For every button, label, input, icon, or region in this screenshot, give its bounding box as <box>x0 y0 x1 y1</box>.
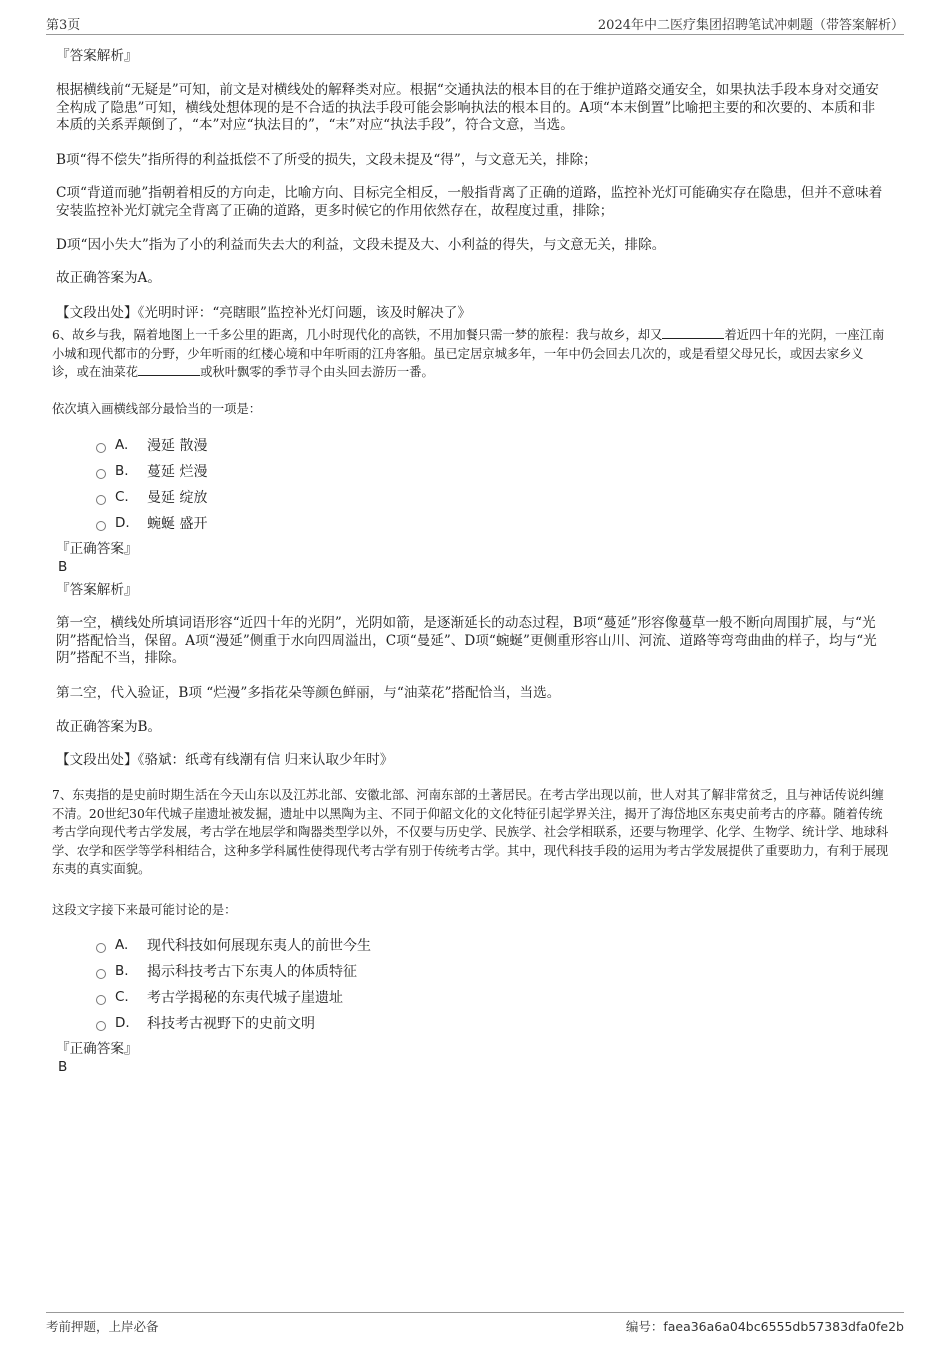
footer-slogan: 考前押题，上岸必备 <box>46 1319 159 1334</box>
radio-icon[interactable] <box>96 495 106 505</box>
q7-answer: B <box>58 1059 68 1075</box>
q7-answer-heading: 『正确答案』 <box>56 1041 138 1057</box>
radio-icon[interactable] <box>96 1021 106 1031</box>
q5-analysis-paragraph-1: 根据横线前“无疑是”可知，前文是对横线处的解释类对应。根据“交通执法的根本目的在于维护道路交通安全，如果执法手段本身对交通安全构成了隐患”可知，横线处想体现的是不合适的执法手段可能会影响执法的根本目的。A项“本末倒置”比喻把主要的和次要的、本质和非本质的关系弄颠倒了，“本”对应“执法目的”，“末”对应“执法手段”，符合文意，当选。 <box>56 82 879 133</box>
q6-analysis-paragraph-2: 第二空，代入验证，B项 “烂漫”多指花朵等颜色鲜丽，与“油菜花”搭配恰当，当选。 <box>56 685 561 701</box>
q6-answer-statement: 故正确答案为B。 <box>56 719 162 735</box>
q6-option-c[interactable]: C. 曼延 绽放 <box>96 484 207 510</box>
q5-analysis-paragraph-3: C项“背道而驰”指朝着相反的方向走，比喻方向、目标完全相反，一般指背离了正确的道路，监控补光灯可能确实存在隐患，但并不意味着安装监控补光灯就完全背离了正确的道路，更多时候它的作用依然存在，故程度过重，排除； <box>56 185 883 219</box>
q7-option-c[interactable]: C. 考古学揭秘的东夷代城子崖遗址 <box>96 984 371 1010</box>
radio-icon[interactable] <box>96 521 106 531</box>
q5-analysis-paragraph-4: D项“因小失大”指为了小的利益而失去大的利益，文段未提及大、小利益的得失，与文意无关，排除。 <box>56 237 666 253</box>
radio-icon[interactable] <box>96 969 106 979</box>
q7-option-b[interactable]: B. 揭示科技考古下东夷人的体质特征 <box>96 958 371 984</box>
q6-options <box>96 432 207 536</box>
q7-prompt: 这段文字接下来最可能讨论的是： <box>52 903 237 917</box>
q7-option-a[interactable]: A. 现代科技如何展现东夷人的前世今生 <box>96 932 371 958</box>
page-footer <box>46 1312 904 1335</box>
page-number: 第3页 <box>46 18 81 33</box>
q6-answer-heading: 『正确答案』 <box>56 541 138 557</box>
radio-icon[interactable] <box>96 443 106 453</box>
q6-prompt: 依次填入画横线部分最恰当的一项是： <box>52 402 262 416</box>
q7-stem: 7、东夷指的是史前时期生活在今天山东以及江苏北部、安徽北部、河南东部的土著居民。在考古学出现以前，世人对其了解非常贫乏，且与神话传说纠缠不清。20世纪30年代城子崖遗址被发掘，遗址中以黑陶为主、不同于仰韶文化的文化特征引起学界关注，揭开了海岱地区东夷史前考古的序幕。随着传统考古学向现代考古学发展，考古学在地层学和陶器类型学以外，不仅要与历史学、民族学、社会学相联系，还要与物理学、化学、生物学、统计学、地球科学、农学和医学等学科相结合，这种多学科属性使得现代考古学有别于传统考古学。其中，现代科技手段的运用为考古学发展提供了重要助力，有利于展现东夷的真实面貌。 <box>52 788 889 876</box>
q6-option-a[interactable]: A. 漫延 散漫 <box>96 432 207 458</box>
document-id: 编号：faea36a6a04bc6555db57383dfa0fe2b <box>625 1319 904 1334</box>
radio-icon[interactable] <box>96 469 106 479</box>
q6-analysis-heading: 『答案解析』 <box>56 582 138 598</box>
radio-icon[interactable] <box>96 943 106 953</box>
radio-icon[interactable] <box>96 995 106 1005</box>
q6-option-b[interactable]: B. 蔓延 烂漫 <box>96 458 207 484</box>
q6-source: 【文段出处】《骆斌：纸鸢有线潮有信 归来认取少年时》 <box>56 752 394 768</box>
q5-analysis-paragraph-2: B项“得不偿失”指所得的利益抵偿不了所受的损失，文段未提及“得”，与文意无关，排除； <box>56 152 597 168</box>
q5-source: 【文段出处】《光明时评：“亮瞎眼”监控补光灯问题，该及时解决了》 <box>56 305 471 321</box>
q6-analysis-paragraph-1: 第一空，横线处所填词语形容“近四十年的光阴”，光阴如箭，是逐渐延长的动态过程，B项“蔓延”形容像蔓草一般不断向周围扩展，与“光阴”搭配恰当，保留。A项“漫延”侧重于水向四周溢出，C项“曼延”、D项“蜿蜒”更侧重形容山川、河流、道路等弯弯曲曲的样子，均与“光阴”搭配不当，排除。 <box>56 615 877 666</box>
q6-answer: B <box>58 559 68 575</box>
q6-blank-2 <box>138 363 200 376</box>
q5-answer-statement: 故正确答案为A。 <box>56 270 161 286</box>
q7-options <box>96 932 371 1036</box>
q7-option-d[interactable]: D. 科技考古视野下的史前文明 <box>96 1010 371 1036</box>
q6-option-d[interactable]: D. 蜿蜒 盛开 <box>96 510 207 536</box>
q5-analysis-heading: 『答案解析』 <box>56 48 138 64</box>
q6-stem: 6、故乡与我，隔着地图上一千多公里的距离，几小时现代化的高铁，不用加餐只需一梦的旅程：我与故乡，却又 着近四十年的光阴，一座江南小城和现代都市的分野，少年听雨的红楼心境和中年听雨的江舟客船。虽已定居京城多年，一年中仍会回去几次的，或是看望父母兄长，或因去家乡义诊，或在油菜花 或秋叶飘零的季节寻个由头回去游历一番。 <box>52 328 885 379</box>
q6-blank-1 <box>662 326 724 339</box>
document-title: 2024年中二医疗集团招聘笔试冲刺题（带答案解析） <box>597 18 904 33</box>
page-header <box>46 14 904 35</box>
